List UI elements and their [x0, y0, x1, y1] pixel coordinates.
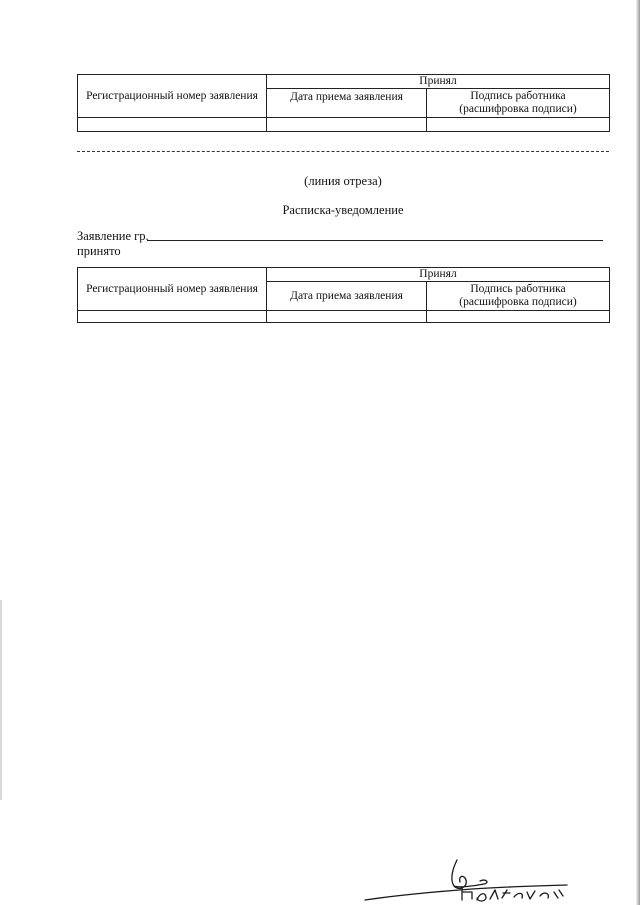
- header-employee-signature: [427, 282, 610, 311]
- cell-receipt-date[interactable]: [267, 118, 427, 132]
- cell-employee-signature[interactable]: [427, 311, 610, 323]
- cut-line: [77, 151, 609, 152]
- page-edge-mark: [0, 600, 2, 800]
- cut-line-label: (линия отреза): [304, 174, 382, 188]
- header-employee-signature: [427, 89, 610, 118]
- cell-employee-signature[interactable]: [427, 118, 610, 132]
- application-label: Заявление гр.: [77, 229, 149, 243]
- signature-header-line2: (расшифровка подписи): [459, 103, 577, 115]
- header-accepted: Принял: [267, 75, 610, 89]
- handwritten-signature: [362, 852, 572, 905]
- applicant-row: [77, 229, 609, 245]
- header-registration-number: Регистрационный номер заявления: [78, 75, 267, 118]
- header-receipt-date: Дата приема заявления: [267, 89, 427, 118]
- registration-table-top: [77, 74, 610, 132]
- accepted-label: принято: [77, 244, 121, 258]
- header-registration-number: Регистрационный номер заявления: [78, 268, 267, 311]
- signature-header-line2: (расшифровка подписи): [459, 296, 577, 308]
- cell-registration-number[interactable]: [78, 311, 267, 323]
- cell-receipt-date[interactable]: [267, 311, 427, 323]
- registration-table-bottom: [77, 267, 610, 323]
- notice-title: Расписка-уведомление: [282, 203, 404, 217]
- signature-header-line1: Подпись работника: [470, 283, 566, 295]
- signature-header-line1: Подпись работника: [470, 90, 566, 102]
- header-accepted: Принял: [267, 268, 610, 282]
- cell-registration-number[interactable]: [78, 118, 267, 132]
- page-edge-shadow: [636, 0, 640, 905]
- applicant-name-line[interactable]: [147, 240, 603, 241]
- header-receipt-date: Дата приема заявления: [267, 282, 427, 311]
